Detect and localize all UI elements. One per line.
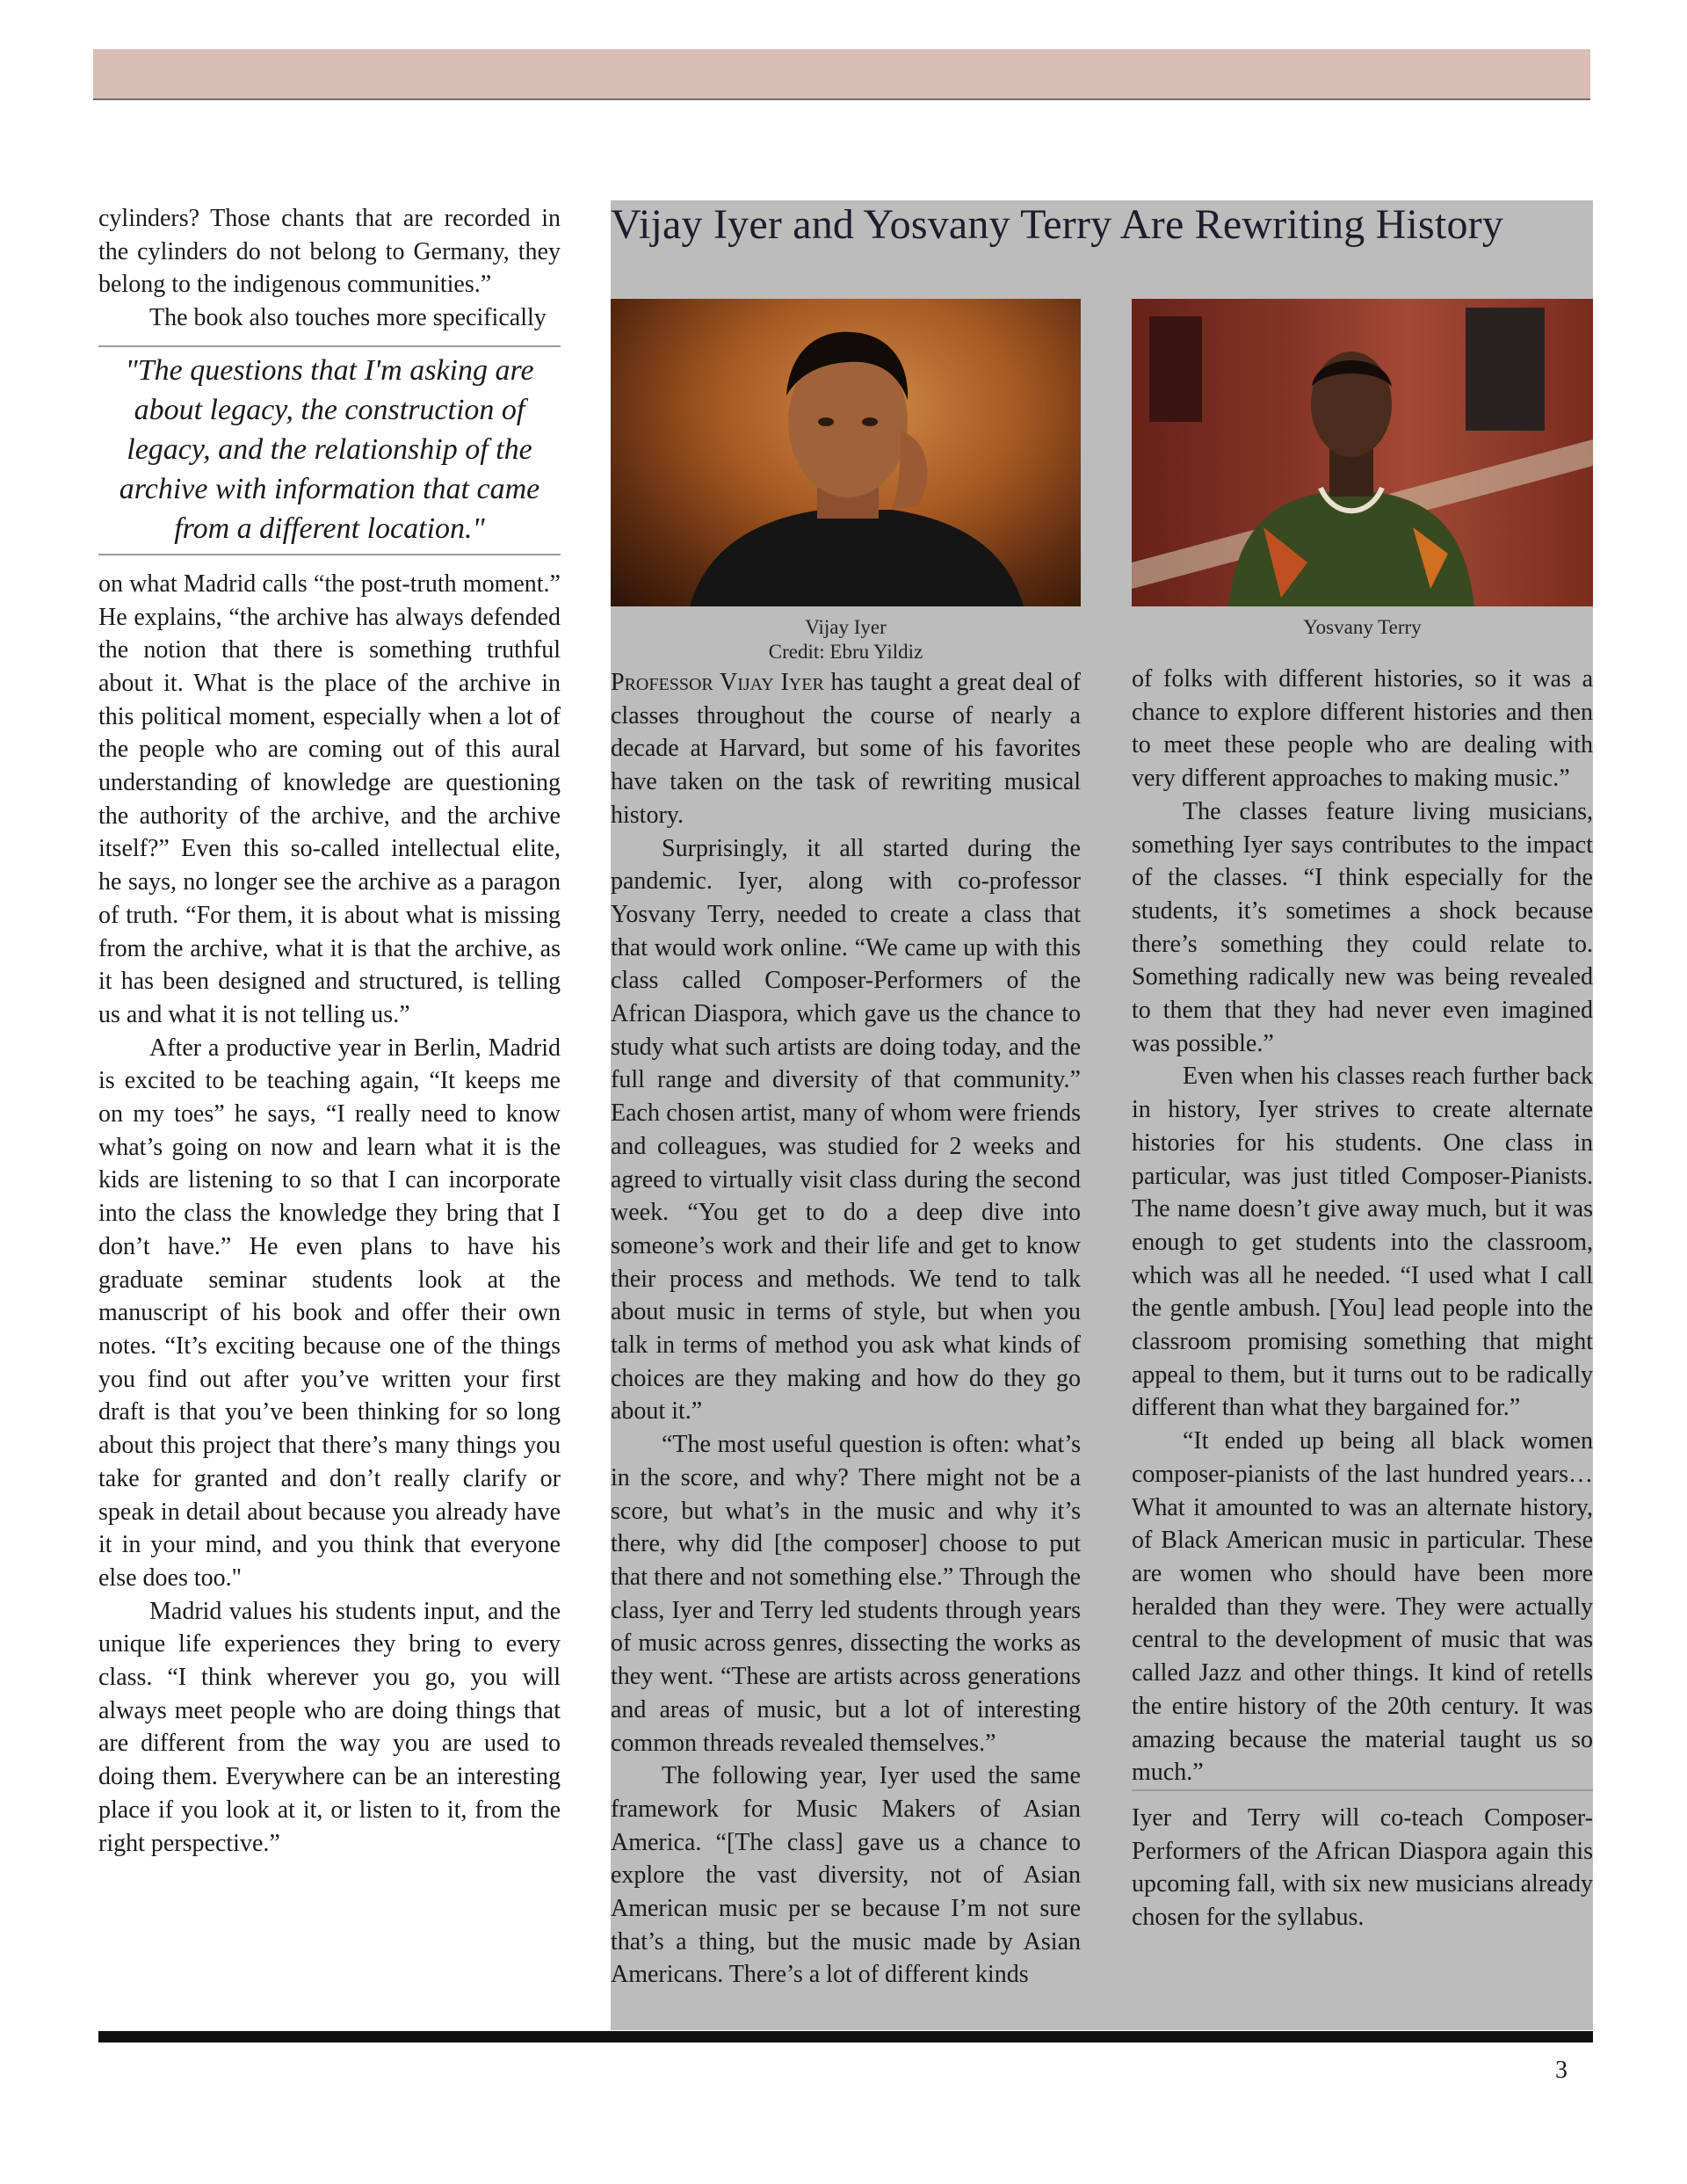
paragraph: The book also touches more specifically — [149, 304, 547, 332]
pull-quote: "The questions that I'm asking are about legacy, the construction of legacy, and the relationship of the archive with information that came from a different location." — [98, 345, 561, 555]
paragraph: Madrid values his students input, and the unique life experiences they bring to every class. “I think wherever you go, you will always meet people who are doing things that are different from the way you are used to doing them. Everywhere can be an interesting place if you look at it, or listen to it, from the right perspective.” — [98, 1597, 561, 1857]
yosvany-terry-photo — [1132, 299, 1593, 606]
photo-caption-iyer — [611, 615, 1081, 664]
paragraph: on what Madrid calls “the post-truth moment.” He explains, “the archive has always defended the notion that there is something truthful about it. What is the place of the archive in this political moment, especially when a lot of the people who are coming out of this aural understanding of knowledge are questioning the authority of the archive, and the archive itself?” Even this so-called intellectual elite, he says, no longer see the archive as a paragon of truth. “For them, it is about what is missing from the archive, what it is that the archive, as it has been designed and structured, is telling us and what it is not telling us.” — [98, 570, 561, 1028]
caption-name: Vijay Iyer — [805, 616, 887, 638]
paragraph: The following year, Iyer used the same framework for Music Makers of Asian America. “[The class] gave us a chance to explore the vast diversity, not of Asian American music per se because I’m not sure that’s a thing, but the music made by Asian Americans. There’s a lot of different kinds — [611, 1762, 1081, 1989]
sidebar-right-column — [1132, 663, 1593, 1934]
page-number: 3 — [1555, 2057, 1568, 2084]
closing-note: Iyer and Terry will co-teach Composer-Performers of the African Diaspora again this upcoming fall, with six new musicians already chosen for the syllabus. — [1132, 1789, 1593, 1934]
paragraph: Even when his classes reach further back in history, Iyer strives to create alternate histories for his students. One class in particular, was just titled Composer-Pianists. The name doesn’t give away much, but it was enough to get students into the classroom, which was all he needed. “I used what I call the gentle ambush. [You] lead people into the classroom promising something that might appeal to them, but it turns out to be radically different than what they bargained for.” — [1132, 1063, 1593, 1422]
vijay-iyer-photo — [611, 299, 1081, 606]
left-column — [98, 202, 561, 1860]
photo-caption-terry — [1132, 615, 1593, 640]
paragraph: of folks with different histories, so it was a chance to explore different histories and then to meet these people who are dealing with very different approaches to making music.” — [1132, 665, 1593, 793]
caption-credit: Credit: Ebru Yildiz — [768, 641, 923, 663]
paragraph: The classes feature living musicians, something Iyer says contributes to the impact of the classes. “I think especially for the students, it’s sometimes a shock because there’s something they could relate to. Something radically new was being revealed to them that they had never even imagined was possible.” — [1132, 797, 1593, 1057]
sidebar-title: Vijay Iyer and Yosvany Terry Are Rewriting History — [611, 201, 1504, 248]
portrait-illustration — [611, 299, 1081, 606]
paragraph: Surprisingly, it all started during the pandemic. Iyer, along with co-professor Yosvany Terry, needed to create a class that that would work online. “We came up with this class called Composer-Performers of the African Diaspora, which gave us the chance to study what such artists are doing today, and the full range and diversity of that community.” Each chosen artist, many of whom were friends and colleagues, was studied for 2 weeks and agreed to virtually visit class during the second week. “You get to do a deep dive into someone’s work and their life and get to know their process and methods. We tend to talk about music in terms of style, but when you talk in terms of method you ask what kinds of choices are they making and how do they go about it.” — [611, 834, 1081, 1426]
paragraph: “It ended up being all black women composer-pianists of the last hundred years…What it amounted to was an alternate history, of Black American music in particular. These are women who should have been more heralded than they were. They were actually central to the development of music that was called Jazz and other things. It kind of retells the entire history of the 20th century. It was amazing because the material taught us so much.” — [1132, 1427, 1593, 1787]
bottom-rule — [98, 2031, 1593, 2043]
paragraph: After a productive year in Berlin, Madrid is excited to be teaching again, “It keeps me on my toes” he says, “I really need to know what’s going on now and learn what it is the kids are listening to so that I can incorporate into the class the knowledge they bring that I don’t have.” He even plans to have his graduate seminar students look at the manuscript of his book and offer their own notes. “It’s exciting because one of the things you find out after you’ve written your first draft is that you’ve been thinking for so long about this project that there’s many things you take for granted and don’t really clarify or speak in detail about because you already have it in your mind, and you think that everyone else does too." — [98, 1034, 561, 1592]
lead-in: Professor Vijay Iyer — [611, 669, 824, 696]
paragraph: “The most useful question is often: what’s in the score, and why? There might not be a score, but what’s in the music and why it’s there, why did [the composer] choose to put that there and not something else.” Through the class, Iyer and Terry led students through years of music across genres, dissecting the works as they went. “These are artists across generations and areas of music, but a lot of interesting common threads revealed themselves.” — [611, 1431, 1081, 1757]
sidebar-middle-column — [611, 666, 1081, 1992]
header-bar — [93, 49, 1590, 100]
caption-name: Yosvany Terry — [1303, 616, 1422, 638]
paragraph: cylinders? Those chants that are recorded in the cylinders do not belong to Germany, they belong to the indigenous communities.” — [98, 205, 561, 299]
paragraph: Professor Vijay Iyer has taught a great deal of classes throughout the course of nearly a decade at Harvard, but some of his favorites have taken on the task of rewriting musical history. — [611, 669, 1081, 829]
portrait-illustration — [1132, 299, 1593, 606]
